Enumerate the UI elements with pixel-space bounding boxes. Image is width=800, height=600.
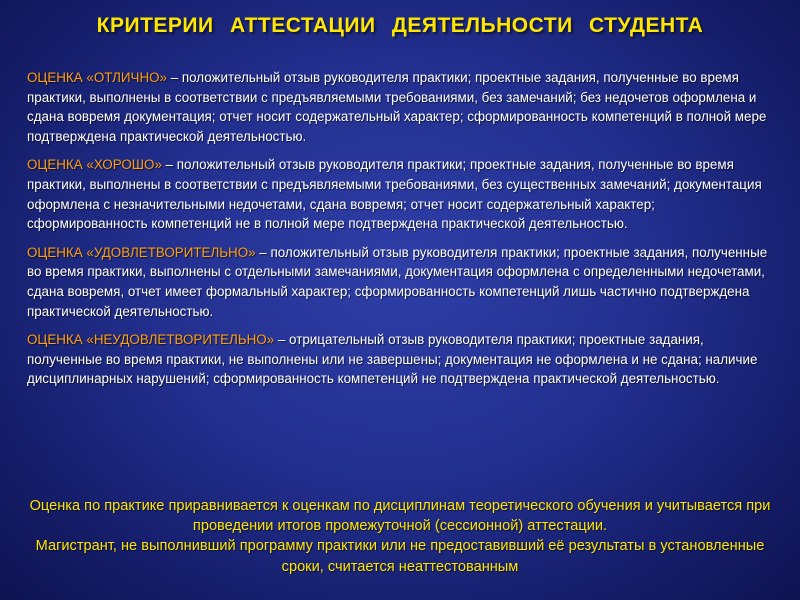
criteria-list — [27, 68, 775, 398]
practice-note — [20, 496, 780, 577]
grade-label: ОЦЕНКА «НЕУДОВЛЕТВОРИТЕЛЬНО» — [27, 332, 275, 348]
grade-description: – отрицательный отзыв руководителя практики; проектные задания, полученные во время практики, не выполнены или не завершены; документация не оформлена и не сдана; наличие дисциплинарных нарушений; сформированность компетенций не подтверждена практической деятельностью. — [27, 332, 758, 387]
grade-label: ОЦЕНКА «ОТЛИЧНО» — [27, 70, 167, 85]
grade-label: ОЦЕНКА «ХОРОШО» — [27, 157, 162, 173]
grade-label: ОЦЕНКА «УДОВЛЕТВОРИТЕЛЬНО» — [27, 244, 256, 260]
note-line-equivalence: Оценка по практике приравнивается к оценкам по дисциплинам теоретического обучения и учитывается при проведении итогов промежуточной (сессионной) аттестации. — [29, 498, 771, 535]
criterion-satisfactory — [27, 243, 775, 321]
slide-title: КРИТЕРИИ АТТЕСТАЦИИ ДЕЯТЕЛЬНОСТИ СТУДЕНТА — [96, 14, 704, 37]
criterion-unsatisfactory — [27, 330, 775, 389]
criterion-excellent — [27, 68, 775, 146]
criterion-good — [27, 155, 775, 233]
grade-description: – положительный отзыв руководителя практики; проектные задания, полученные во время практики, выполнены с отдельными замечаниями, документация оформлена с определенными недочетами, сдана вовремя, отчет имеет формальный характер; сформированность компетенций лишь частично подтверждена практической деятельностью. — [27, 244, 768, 319]
grade-description: – положительный отзыв руководителя практики; проектные задания, полученные во время практики, выполнены в соответствии с предъявляемыми требованиями, без замечаний; без недочетов оформлена и сдана вовремя документация; отчет носит содержательный характер; сформированность компетенций в полной мере подтверждена практической деятельностью. — [27, 70, 767, 144]
note-line-unattested: Магистрант, не выполнивший программу практики или не предоставивший её результаты в установленные сроки, считается неаттестованным — [35, 538, 765, 575]
grade-description: – положительный отзыв руководителя практики; проектные задания, полученные во время практики, выполнены в соответствии с предъявляемыми требованиями, без существенных замечаний; документация оформлена с незначительными недочетами, сдана вовремя; отчет носит содержательный характер; сформированность компетенций не в полной мере подтверждена практической деятельностью. — [27, 157, 762, 232]
